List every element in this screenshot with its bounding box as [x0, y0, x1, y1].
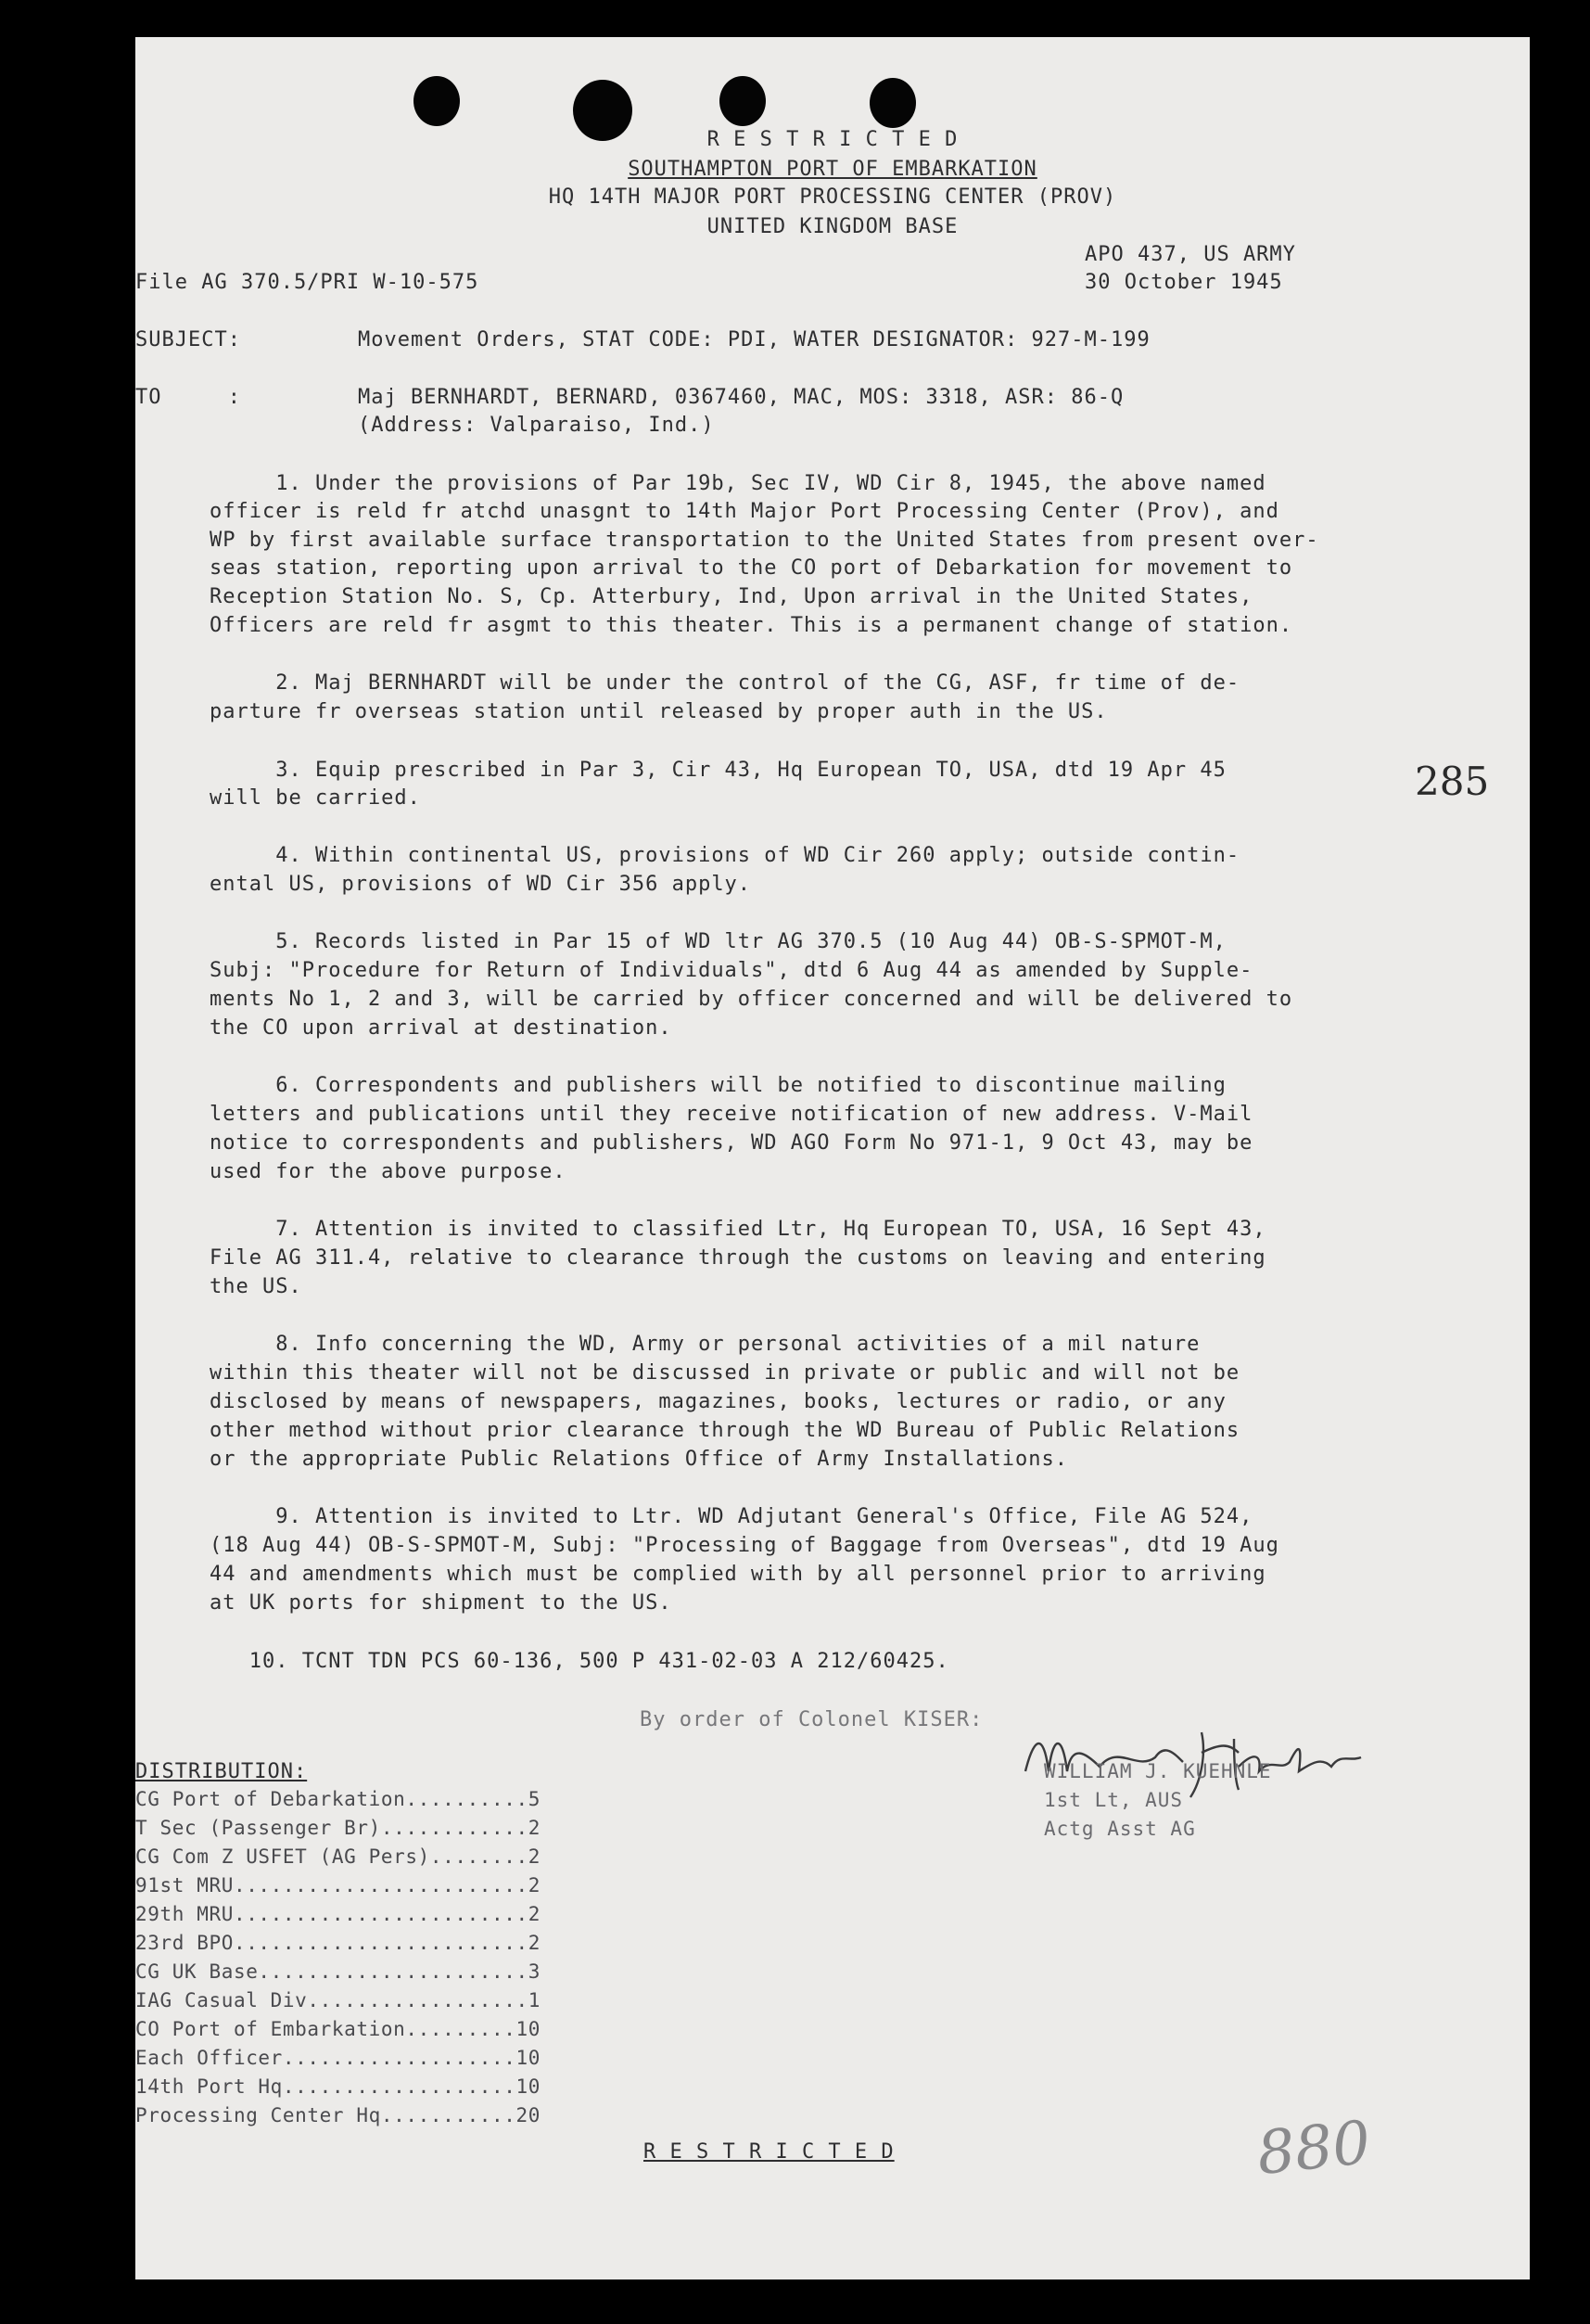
paragraph-8-line: 8. Info concerning the WD, Army or personal activities of a mil nature [210, 1333, 1201, 1356]
paragraph-9-line: 9. Attention is invited to Ltr. WD Adjutant General's Office, File AG 524, [210, 1505, 1253, 1528]
paragraph-9-line: at UK ports for shipment to the US. [210, 1591, 672, 1615]
paragraph-7-line: the US. [210, 1275, 302, 1298]
header-line-1: SOUTHAMPTON PORT OF EMBARKATION [628, 158, 1037, 181]
paragraph-6-line: used for the above purpose. [210, 1160, 566, 1183]
paragraph-9-line: (18 Aug 44) OB-S-SPMOT-M, Subj: "Processing of Baggage from Overseas", dtd 19 Aug [210, 1534, 1279, 1557]
paragraph-4-line: 4. Within continental US, provisions of WD Cir 260 apply; outside contin- [210, 844, 1240, 867]
distribution-item: Processing Center Hq...........20 [135, 2104, 541, 2126]
distribution-item: T Sec (Passenger Br)............2 [135, 1817, 541, 1839]
paragraph-1-line: WP by first available surface transportation to the United States from present over- [210, 529, 1319, 552]
apo: APO 437, US ARMY [1085, 243, 1296, 266]
distribution-label: DISTRIBUTION: [135, 1760, 308, 1783]
page-number: 285 [1415, 759, 1490, 804]
signatory-title: Actg Asst AG [1044, 1818, 1196, 1840]
distribution-item: CO Port of Embarkation.........10 [135, 2018, 541, 2040]
paragraph-10: 10. TCNT TDN PCS 60-136, 500 P 431-02-03 A 212/60425. [210, 1650, 949, 1673]
paragraph-4-line: ental US, provisions of WD Cir 356 apply. [210, 873, 752, 896]
classification-footer: R E S T R I C T E D [643, 2140, 895, 2164]
file-reference: File AG 370.5/PRI W-10-575 [135, 271, 479, 294]
paragraph-3-line: 3. Equip prescribed in Par 3, Cir 43, Hq European TO, USA, dtd 19 Apr 45 [210, 759, 1227, 782]
paragraph-6-line: notice to correspondents and publishers, WD AGO Form No 971-1, 9 Oct 43, may be [210, 1131, 1253, 1155]
header-line-3: UNITED KINGDOM BASE [706, 215, 959, 238]
header-line-2: HQ 14TH MAJOR PORT PROCESSING CENTER (PROV) [548, 185, 1117, 209]
signatory-rank: 1st Lt, AUS [1044, 1789, 1184, 1811]
handwritten-number: 880 [1253, 2108, 1374, 2190]
paragraph-5-line: Subj: "Procedure for Return of Individuals", dtd 6 Aug 44 as amended by Supple- [210, 959, 1253, 982]
paragraph-5-line: ments No 1, 2 and 3, will be carried by officer concerned and will be delivered to [210, 988, 1293, 1011]
classification-header: R E S T R I C T E D [706, 128, 959, 151]
distribution-item: CG UK Base......................3 [135, 1960, 541, 1983]
paragraph-8-line: disclosed by means of newspapers, magazines, books, lectures or radio, or any [210, 1390, 1227, 1413]
punch-hole [719, 76, 766, 126]
paragraph-1-line: Officers are reld fr asgmt to this theater. This is a permanent change of station. [210, 614, 1293, 637]
paragraph-9-line: 44 and amendments which must be complied with by all personnel prior to arriving [210, 1563, 1266, 1586]
signatory-name: WILLIAM J. KUEHNLE [1044, 1760, 1272, 1782]
subject-label: SUBJECT: [135, 328, 241, 351]
paragraph-8-line: or the appropriate Public Relations Office of Army Installations. [210, 1448, 1068, 1471]
paragraph-8-line: other method without prior clearance through the WD Bureau of Public Relations [210, 1419, 1240, 1442]
punch-hole [870, 78, 916, 128]
paragraph-1-line: 1. Under the provisions of Par 19b, Sec IV, WD Cir 8, 1945, the above named [210, 472, 1266, 495]
distribution-item: 29th MRU........................2 [135, 1903, 541, 1925]
distribution-item: IAG Casual Div..................1 [135, 1989, 541, 2011]
paragraph-6-line: 6. Correspondents and publishers will be notified to discontinue mailing [210, 1074, 1227, 1097]
paragraph-1-line: seas station, reporting upon arrival to the CO port of Debarkation for movement to [210, 556, 1293, 580]
to-label: TO : [135, 386, 241, 409]
document-page [135, 37, 1530, 2279]
paragraph-7-line: 7. Attention is invited to classified Ltr, Hq European TO, USA, 16 Sept 43, [210, 1218, 1266, 1241]
paragraph-2-line: parture fr overseas station until released by proper auth in the US. [210, 700, 1108, 723]
paragraph-7-line: File AG 311.4, relative to clearance through the customs on leaving and entering [210, 1246, 1266, 1270]
to-line-2: (Address: Valparaiso, Ind.) [358, 414, 715, 437]
paragraph-1-line: officer is reld fr atchd unasgnt to 14th Major Port Processing Center (Prov), and [210, 500, 1279, 523]
distribution-item: CG Com Z USFET (AG Pers)........2 [135, 1845, 541, 1868]
paragraph-5-line: 5. Records listed in Par 15 of WD ltr AG 370.5 (10 Aug 44) OB-S-SPMOT-M, [210, 930, 1227, 953]
paragraph-1-line: Reception Station No. S, Cp. Atterbury, Ind, Upon arrival in the United States, [210, 585, 1253, 608]
paragraph-8-line: within this theater will not be discussed in private or public and will not be [210, 1361, 1240, 1385]
distribution-item: 23rd BPO........................2 [135, 1932, 541, 1954]
distribution-item: Each Officer...................10 [135, 2047, 541, 2069]
by-order-line: By order of Colonel KISER: [640, 1708, 984, 1731]
punch-hole [413, 76, 460, 126]
distribution-item: CG Port of Debarkation..........5 [135, 1788, 541, 1810]
paragraph-3-line: will be carried. [210, 786, 421, 810]
document-date: 30 October 1945 [1085, 271, 1283, 294]
distribution-item: 14th Port Hq...................10 [135, 2075, 541, 2098]
paragraph-6-line: letters and publications until they receive notification of new address. V-Mail [210, 1103, 1253, 1126]
paragraph-5-line: the CO upon arrival at destination. [210, 1016, 672, 1040]
subject-text: Movement Orders, STAT CODE: PDI, WATER DESIGNATOR: 927-M-199 [358, 328, 1151, 351]
to-line-1: Maj BERNHARDT, BERNARD, 0367460, MAC, MOS: 3318, ASR: 86-Q [358, 386, 1125, 409]
paragraph-2-line: 2. Maj BERNHARDT will be under the control of the CG, ASF, fr time of de- [210, 671, 1240, 695]
distribution-item: 91st MRU........................2 [135, 1874, 541, 1896]
